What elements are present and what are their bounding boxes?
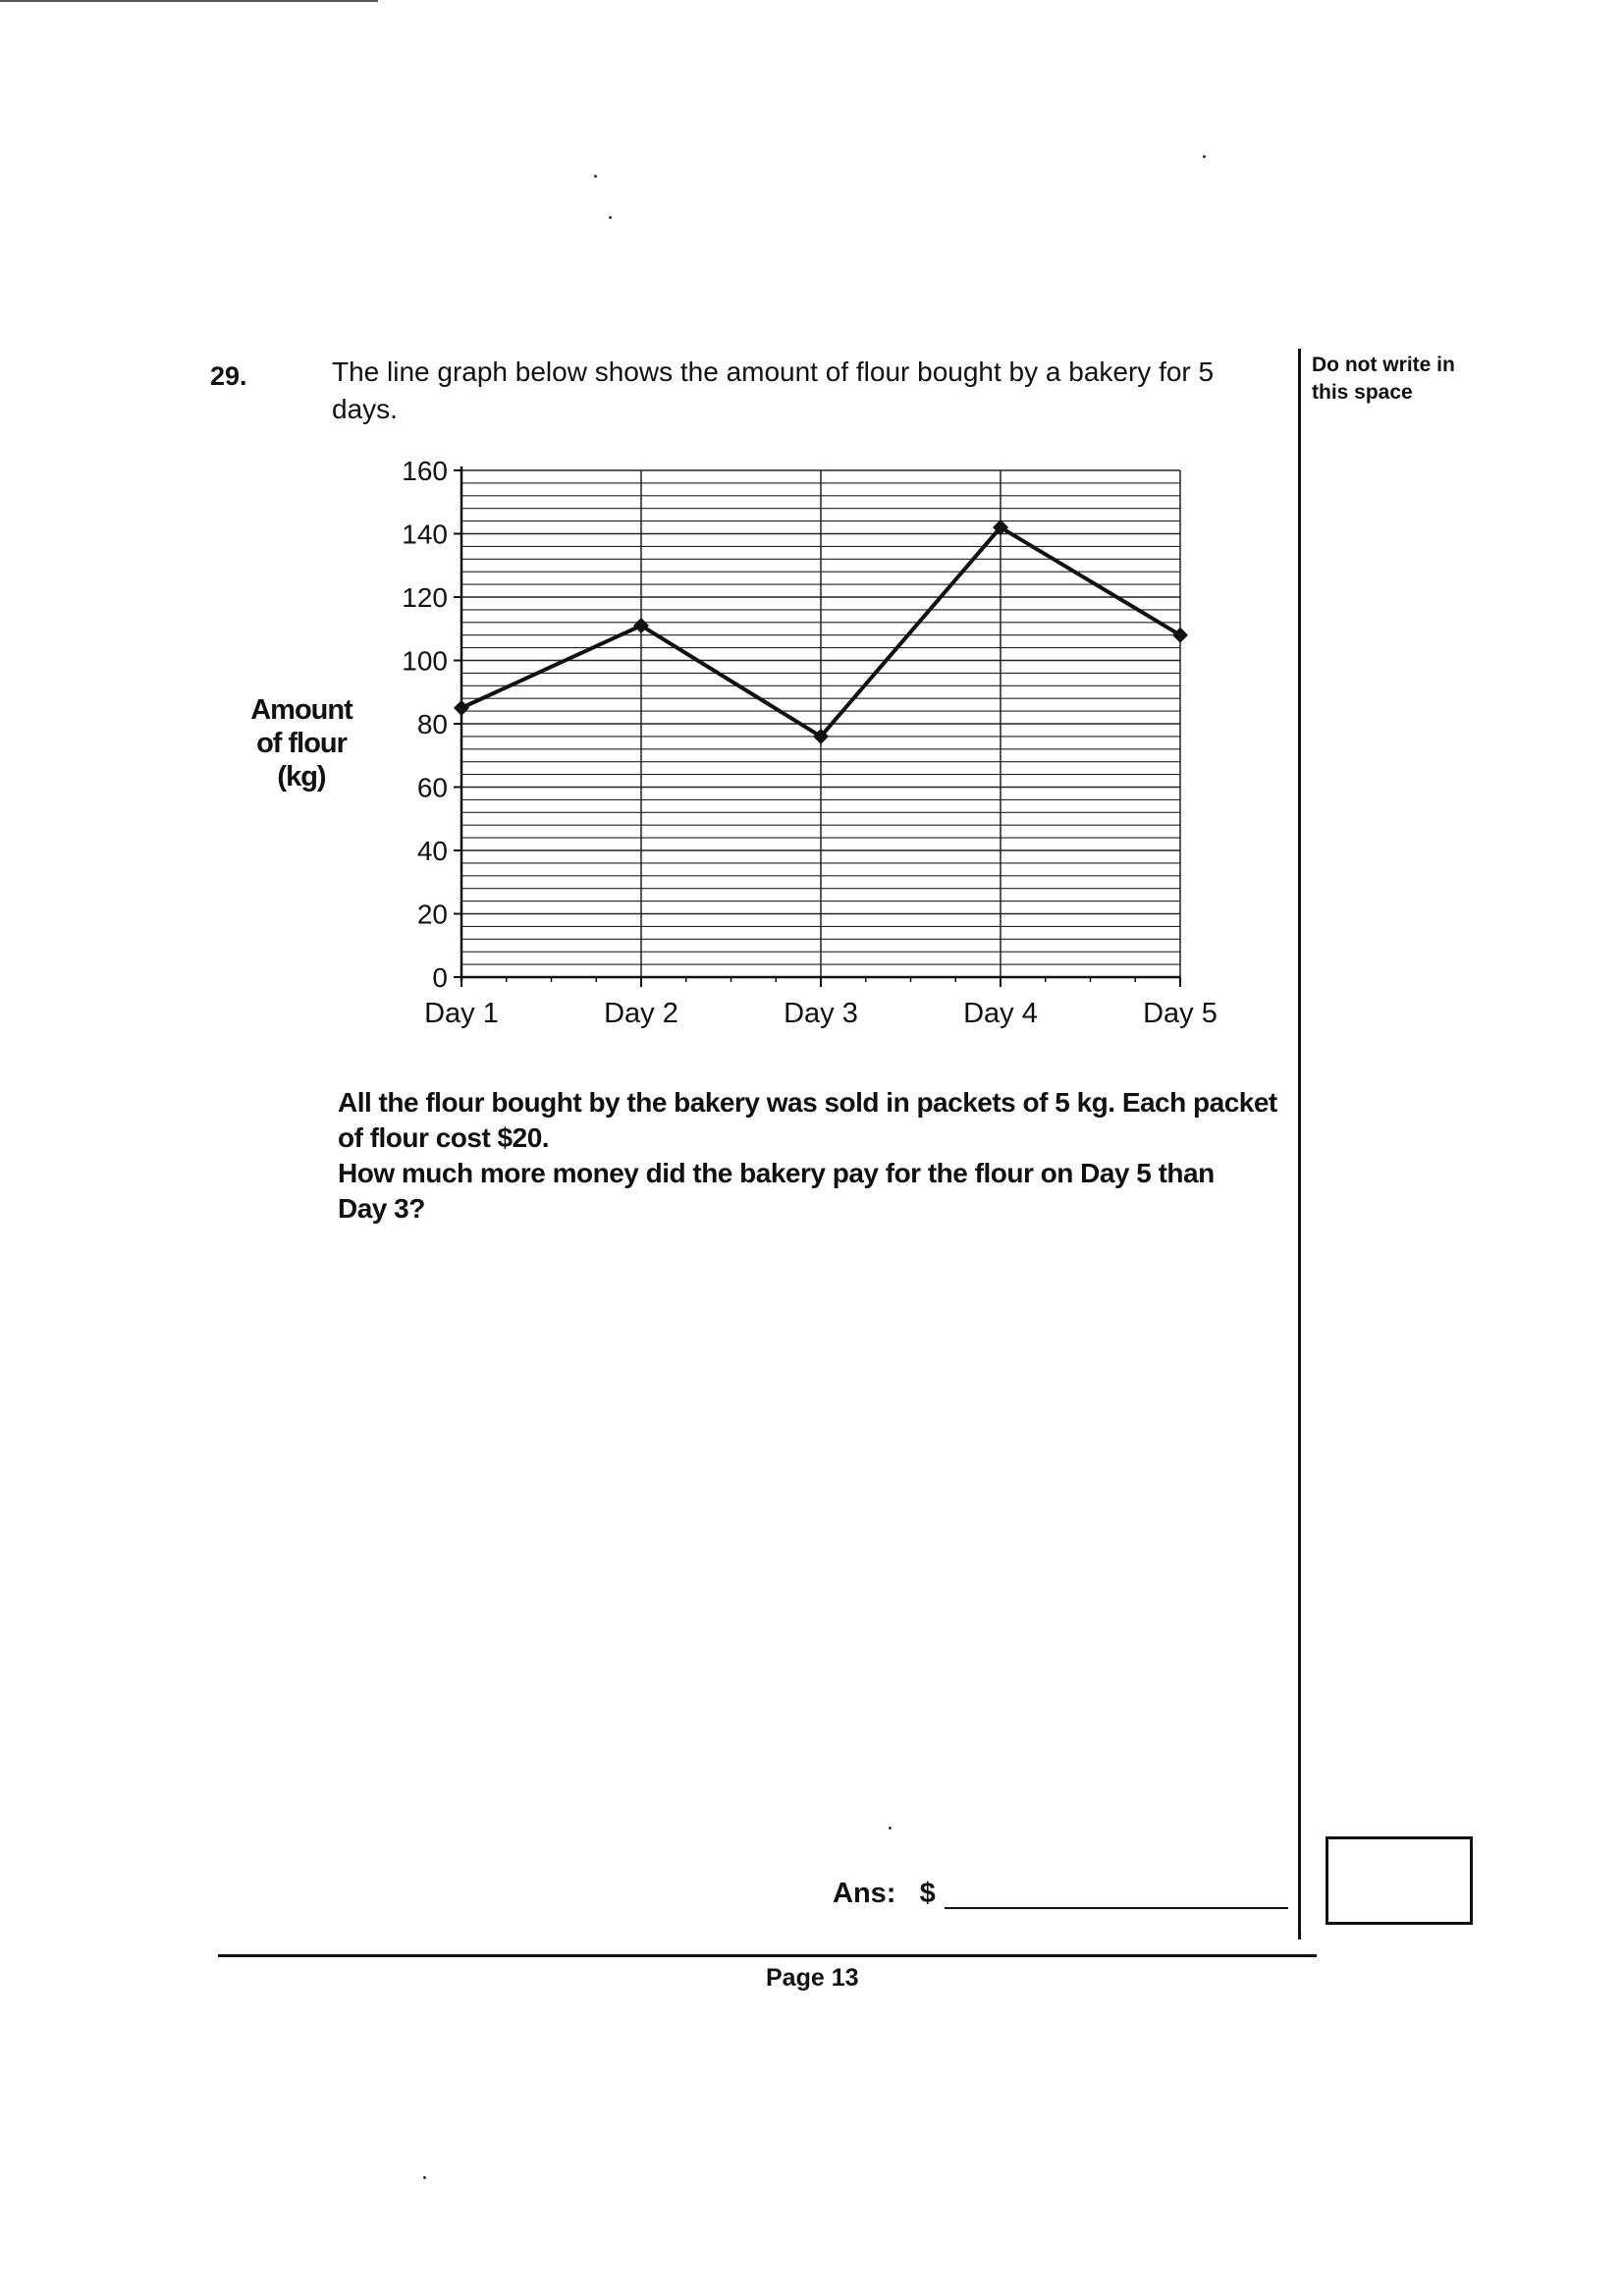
top-edge-line [0, 0, 378, 2]
question-body-line: How much more money did the bakery pay for the flour on Day 5 than [338, 1158, 1215, 1188]
speck [1203, 155, 1206, 158]
y-tick-label: 40 [416, 836, 448, 866]
answer-label-text: Ans: [833, 1878, 896, 1909]
data-point [454, 700, 469, 716]
speck [609, 216, 612, 219]
y-tick-label: 140 [402, 519, 448, 550]
y-axis-label-line: of flour [256, 728, 347, 759]
marks-box [1326, 1836, 1473, 1925]
y-tick-label: 80 [416, 709, 448, 739]
question-body-line: Day 3? [338, 1193, 425, 1224]
question-body [338, 1085, 1300, 1227]
question-number: 29. [210, 361, 247, 391]
y-tick-label: 0 [432, 962, 448, 993]
answer-label [833, 1878, 936, 1910]
y-axis-label-line: (kg) [277, 761, 326, 793]
question-body-line: of flour cost $20. [338, 1122, 550, 1153]
y-tick-label: 120 [402, 582, 448, 613]
answer-currency: $ [919, 1878, 936, 1909]
y-axis-label-line: Amount [250, 694, 352, 726]
speck [889, 1827, 892, 1830]
bottom-rule [218, 1954, 1317, 1957]
question-stem: The line graph below shows the amount of flour bought by a bakery for 5 days. [332, 356, 1215, 424]
y-tick-label: 60 [416, 772, 448, 803]
x-tick-label: Day 1 [424, 998, 499, 1029]
margin-note: Do not write in this space [1312, 354, 1455, 404]
x-tick-label: Day 5 [1143, 998, 1218, 1029]
x-tick-label: Day 2 [604, 998, 678, 1029]
x-tick-label: Day 3 [784, 998, 858, 1029]
y-tick-label: 100 [402, 645, 448, 677]
y-tick-label: 20 [416, 899, 448, 930]
flour-line-chart [373, 447, 1237, 1036]
answer-blank[interactable] [945, 1907, 1288, 1909]
question-body-line: All the flour bought by the bakery was sold in packets of 5 kg. Each packet [338, 1087, 1277, 1118]
y-axis-label [228, 693, 375, 793]
speck [423, 2176, 426, 2179]
x-tick-label: Day 4 [963, 998, 1038, 1029]
page-number: Page 13 [766, 1964, 859, 1992]
speck [594, 175, 597, 178]
y-tick-label: 160 [402, 456, 448, 486]
